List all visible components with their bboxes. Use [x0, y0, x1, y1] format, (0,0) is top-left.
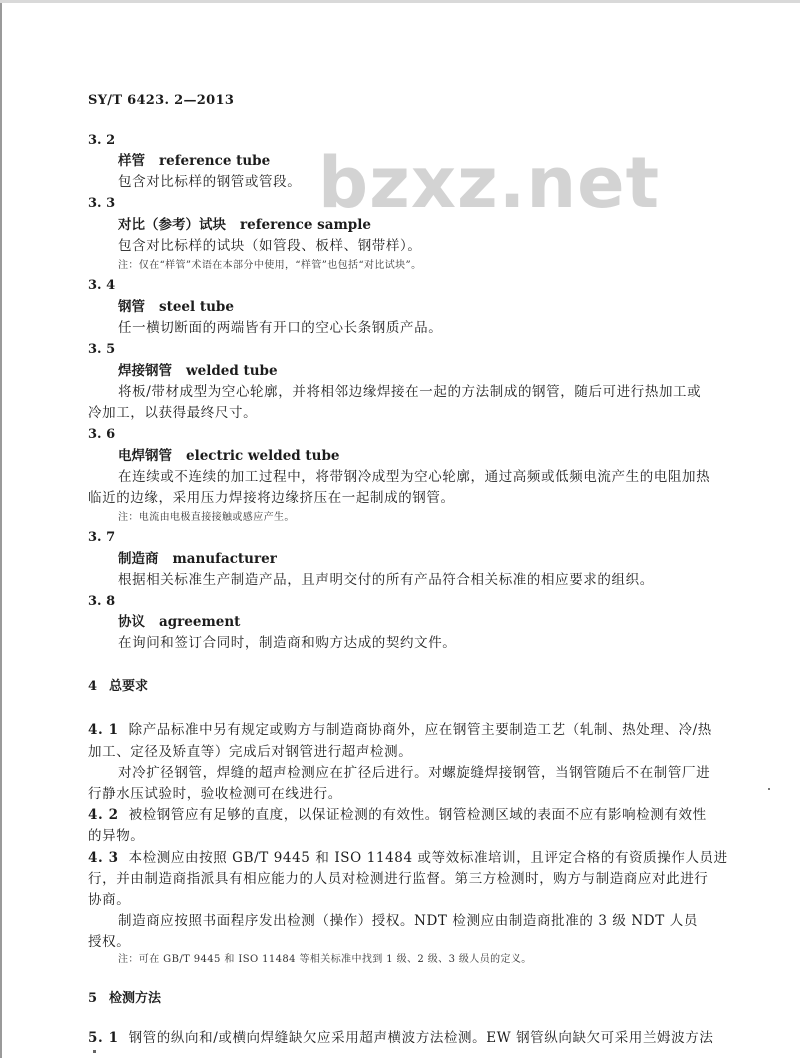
term-zh: 样管	[118, 153, 145, 169]
term-title	[118, 153, 270, 169]
clause-number: 4. 2	[88, 807, 119, 823]
clause-number: 4. 3	[88, 850, 119, 866]
term-zh: 电焊钢管	[118, 448, 172, 464]
term-title	[118, 363, 278, 379]
clause-text-line: 协商。	[88, 892, 131, 908]
clause-text-line: 加工、定径及矫直等）完成后对钢管进行超声检测。	[88, 744, 413, 760]
term-definition: 包含对比标样的试块（如管段、板样、钢带样）。	[118, 238, 422, 254]
term-title	[118, 551, 277, 567]
scan-speck	[768, 788, 770, 790]
term-number: 3. 4	[88, 278, 116, 293]
term-definition: 包含对比标样的钢管或管段。	[118, 174, 302, 190]
standard-header: SY/T 6423. 2—2013	[88, 93, 235, 108]
term-definition: 根据相关标准生产制造产品，且声明交付的所有产品符合相关标准的相应要求的组织。	[118, 572, 654, 588]
clause-number: 4. 1	[88, 722, 119, 738]
term-en: agreement	[159, 614, 241, 630]
section-title: 检测方法	[109, 991, 162, 1006]
term-zh: 制造商	[118, 551, 159, 567]
paragraph-line: 行静水压试验时，验收检测可在线进行。	[88, 786, 342, 802]
term-title	[118, 299, 234, 315]
term-en: reference sample	[240, 217, 371, 233]
paragraph-line: 对冷扩径钢管，焊缝的超声检测应在扩径后进行。对螺旋缝焊接钢管，当钢管随后不在制管厂进	[118, 765, 711, 781]
watermark: bzxz.net	[318, 142, 661, 224]
term-note: 注：电流由电极直接接触或感应产生。	[118, 512, 295, 523]
section-title: 总要求	[109, 679, 149, 694]
term-en: steel tube	[159, 299, 234, 315]
section-number: 5	[88, 991, 98, 1006]
term-zh: 焊接钢管	[118, 363, 172, 379]
clause-text-line: 行，并由制造商指派具有相应能力的人员对检测进行监督。第三方检测时，购方与制造商应对此进行	[88, 871, 709, 887]
term-definition: 在询问和签订合同时，制造商和购方达成的契约文件。	[118, 635, 457, 651]
term-zh: 钢管	[118, 299, 145, 315]
term-number: 3. 5	[88, 342, 116, 357]
term-number: 3. 2	[88, 133, 116, 148]
term-definition: 任一横切断面的两端皆有开口的空心长条钢质产品。	[118, 320, 443, 336]
term-number: 3. 7	[88, 530, 116, 545]
clause-4-2	[88, 807, 707, 823]
term-number: 3. 3	[88, 196, 116, 211]
clause-4-1	[88, 722, 712, 738]
term-number: 3. 6	[88, 427, 116, 442]
paragraph-line: 授权。	[88, 934, 131, 950]
section-heading	[88, 991, 161, 1007]
scan-speck	[93, 1050, 96, 1053]
section-heading	[88, 679, 148, 695]
term-zh: 协议	[118, 614, 145, 630]
term-title	[118, 217, 371, 233]
clause-number: 5. 1	[88, 1030, 119, 1046]
paragraph-line: 制造商应按照书面程序发出检测（操作）授权。NDT 检测应由制造商批准的 3 级 NDT 人员	[118, 913, 698, 929]
term-zh: 对比（参考）试块	[118, 217, 226, 233]
clause-text-line: 的异物。	[88, 828, 145, 844]
clause-text: 被检钢管应有足够的直度，以保证检测的有效性。钢管检测区域的表面不应有影响检测有效性	[128, 807, 707, 823]
term-en: manufacturer	[172, 551, 277, 567]
term-definition-line: 冷加工，以获得最终尺寸。	[88, 405, 258, 421]
page-top-edge	[0, 0, 800, 3]
term-definition-line: 在连续或不连续的加工过程中，将带钢冷成型为空心轮廓，通过高频或低频电流产生的电阻加热	[118, 469, 711, 485]
term-definition-line: 将板/带材成型为空心轮廓，并将相邻边缘焊接在一起的方法制成的钢管，随后可进行热加工或	[118, 384, 702, 400]
term-title	[118, 448, 340, 464]
term-en: welded tube	[186, 363, 278, 379]
clause-text: 本检测应由按照 GB/T 9445 和 ISO 11484 或等效标准培训，且评定合格的有资质操作人员进	[128, 850, 728, 866]
clause-4-3	[88, 850, 728, 866]
term-note: 注：仅在“样管”术语在本部分中使用，“样管”也包括“对比试块”。	[118, 260, 422, 271]
term-en: reference tube	[159, 153, 271, 169]
clause-note: 注：可在 GB/T 9445 和 ISO 11484 等相关标准中找到 1 级、2 级、3 级人员的定义。	[118, 954, 532, 965]
clause-text: 除产品标准中另有规定或购方与制造商协商外，应在钢管主要制造工艺（轧制、热处理、冷/热	[128, 722, 712, 738]
term-number: 3. 8	[88, 594, 116, 609]
clause-text: 钢管的纵向和/或横向焊缝缺欠应采用超声横波方法检测。EW 钢管纵向缺欠可采用兰姆波方法	[128, 1030, 714, 1046]
term-definition-line: 临近的边缘，采用压力焊接将边缘挤压在一起制成的钢管。	[88, 490, 455, 506]
section-number: 4	[88, 679, 98, 694]
page-left-edge	[0, 0, 2, 1058]
term-en: electric welded tube	[186, 448, 340, 464]
clause-5-1	[88, 1030, 713, 1046]
term-title	[118, 614, 240, 630]
